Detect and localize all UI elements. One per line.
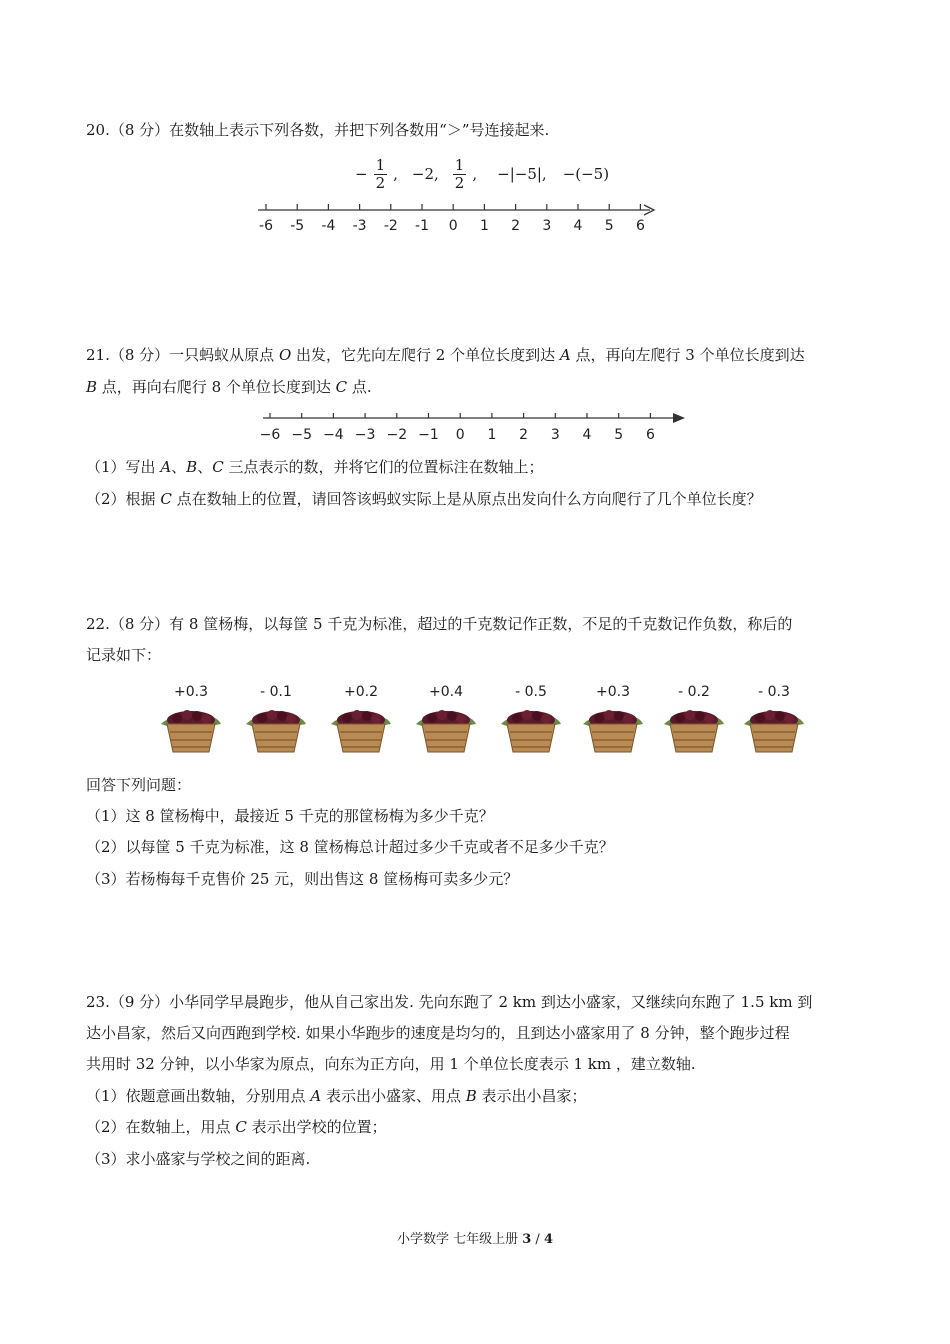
axis-tick-label: 1	[479, 218, 489, 234]
axis-tick-label: −3	[354, 427, 376, 443]
point-a: A	[160, 458, 172, 476]
point-c: C	[160, 490, 172, 508]
axis-tick-label: -3	[352, 218, 367, 234]
q20-title: 20.（8 分）在数轴上表示下列各数，并把下列各数用“＞”号连接起来.	[86, 121, 550, 139]
q21-text: 点，再向右爬行 8 个单位长度到达	[97, 378, 336, 396]
basket-item	[577, 684, 649, 756]
footer-text: 小学数学 七年级上册	[396, 1232, 523, 1247]
axis-tick-label: 1	[487, 427, 497, 443]
point-o: O	[278, 346, 292, 364]
point-b: B	[86, 378, 98, 396]
q21-line2	[86, 377, 886, 397]
axis-tick-label: 4	[573, 218, 583, 234]
q22-sub2: （2）以每筐 5 千克为标准，这 8 筐杨梅总计超过多少千克或者不足多少千克？	[86, 838, 614, 856]
q21-text: 21.（8 分）一只蚂蚁从原点	[86, 346, 279, 364]
axis-tick-label: −1	[418, 427, 439, 443]
axis-tick-label: 2	[519, 427, 529, 443]
axis-tick-label: −4	[323, 427, 344, 443]
q23-sub2	[86, 1117, 886, 1137]
fraction-half	[453, 157, 467, 192]
axis-tick-label: −6	[259, 427, 281, 443]
q21-text: 、	[197, 458, 213, 476]
basket-weight-label: +0.3	[596, 684, 630, 700]
basket-weight-label: - 0.2	[678, 684, 710, 700]
axis-tick-label: 5	[614, 427, 624, 443]
q23-line3: 共用时 32 分钟，以小华家为原点，向东为正方向，用 1 个单位长度表示 1 km ，建立数轴.	[86, 1055, 696, 1073]
sep2: ,	[472, 165, 478, 183]
point-c: C	[212, 458, 224, 476]
basket-item	[325, 684, 397, 756]
q21-text: （2）根据	[86, 490, 161, 508]
q22-sub3: （3）若杨梅每千克售价 25 元，则出售这 8 筐杨梅可卖多少元？	[86, 870, 519, 888]
axis-tick-label: −5	[291, 427, 313, 443]
basket-weight-label: - 0.1	[260, 684, 292, 700]
axis-tick-label: 5	[604, 218, 614, 234]
bayberry-basket-icon	[499, 702, 563, 754]
q21-sub2	[86, 489, 886, 509]
basket-item	[495, 684, 567, 756]
point-c: C	[335, 378, 348, 396]
q21-text: 三点表示的数，并将它们的位置标注在数轴上；	[223, 458, 544, 476]
axis-tick-label: 0	[455, 427, 465, 443]
axis-tick-label: 6	[645, 427, 655, 443]
item-neg-two: −2,	[411, 165, 439, 183]
frac2-denominator: 2	[454, 173, 465, 192]
bayberry-basket-icon	[662, 702, 726, 754]
q23-text: （1）依题意画出数轴，分别用点	[86, 1087, 311, 1105]
q22-sub1: （1）这 8 筐杨梅中，最接近 5 千克的那筐杨梅为多少千克？	[86, 807, 494, 825]
axis-tick-label: 0	[448, 218, 458, 234]
axis-tick-label: −2	[386, 427, 408, 443]
q23-sub3: （3）求小盛家与学校之间的距离.	[86, 1150, 311, 1168]
axis-tick-label: -6	[259, 218, 273, 234]
page-separator: /	[531, 1232, 544, 1247]
q22-line2: 记录如下：	[86, 646, 162, 664]
q20-formula	[355, 150, 609, 198]
basket-weight-label: - 0.5	[515, 684, 547, 700]
q21-text: 、	[171, 458, 187, 476]
bayberry-basket-icon	[742, 702, 806, 754]
basket-weight-label: +0.3	[174, 684, 208, 700]
bayberry-basket-icon	[414, 702, 478, 754]
basket-item	[410, 684, 482, 756]
sep1: ,	[393, 165, 398, 183]
basket-weight-label: +0.2	[344, 684, 378, 700]
fraction-half-neg	[374, 157, 388, 192]
item-neg-abs: −|−5|,	[497, 165, 547, 183]
basket-item	[240, 684, 312, 756]
q22-line1: 22.（8 分）有 8 筐杨梅，以每筐 5 千克为标准，超过的千克数记作正数，不足的千克数记作负数，称后的	[86, 615, 793, 633]
basket-weight-label: +0.4	[429, 684, 463, 700]
q21-text: 点在数轴上的位置，请回答该蚂蚁实际上是从原点出发向什么方向爬行了几个单位长度？	[171, 490, 762, 508]
q23-line2: 达小昌家，然后又向西跑到学校. 如果小华跑步的速度是均匀的，且到达小盛家用了 8 分钟，整个跑步过程	[86, 1024, 790, 1042]
point-a: A	[559, 346, 571, 364]
q20-number-axis	[250, 198, 670, 238]
q23-text: 表示出小昌家；	[476, 1087, 587, 1105]
frac1-numerator: 1	[375, 155, 386, 174]
q21-line1	[86, 345, 886, 365]
point-b: B	[465, 1087, 477, 1105]
point-a: A	[310, 1087, 322, 1105]
q21-text: （1）写出	[86, 458, 161, 476]
q23-text: （2）在数轴上，用点	[86, 1118, 236, 1136]
page-footer	[0, 1228, 950, 1247]
q23-line1: 23.（9 分）小华同学早晨跑步，他从自己家出发. 先向东跑了 2 km 到达小盛家，又继续向东跑了 1.5 km 到	[86, 993, 813, 1011]
basket-item	[155, 684, 227, 756]
basket-weight-label: - 0.3	[758, 684, 790, 700]
page-number: 3	[522, 1232, 532, 1247]
bayberry-basket-icon	[581, 702, 645, 754]
axis-tick-label: 4	[582, 427, 592, 443]
q21-sub1	[86, 457, 886, 477]
frac1-sign: −	[355, 165, 368, 183]
axis-tick-label: -1	[415, 218, 429, 234]
page-total: 4	[543, 1232, 553, 1247]
bayberry-basket-icon	[329, 702, 393, 754]
axis-tick-label: 3	[550, 427, 560, 443]
q23-text: 表示出小盛家、用点	[321, 1087, 466, 1105]
bayberry-basket-icon	[159, 702, 223, 754]
axis-tick-label: -2	[383, 218, 398, 234]
q21-number-axis	[255, 407, 695, 447]
axis-tick-label: 3	[542, 218, 552, 234]
axis-tick-label: -4	[321, 218, 336, 234]
point-b: B	[186, 458, 198, 476]
frac2-numerator: 1	[454, 155, 465, 174]
frac1-denominator: 2	[375, 173, 386, 192]
q22-prompt: 回答下列问题：	[86, 776, 192, 794]
basket-item	[658, 684, 730, 756]
bayberry-basket-icon	[244, 702, 308, 754]
axis-arrow	[673, 413, 685, 423]
basket-item	[738, 684, 810, 756]
q21-text: 点，再向左爬行 3 个单位长度到达	[570, 346, 805, 364]
q23-text: 表示出学校的位置；	[246, 1118, 387, 1136]
axis-tick-label: -5	[290, 218, 305, 234]
q21-text: 点.	[347, 378, 372, 396]
point-c: C	[235, 1118, 247, 1136]
q23-sub1	[86, 1086, 886, 1106]
q21-text: 出发，它先向左爬行 2 个单位长度到达	[291, 346, 560, 364]
axis-tick-label: 2	[511, 218, 521, 234]
item-neg-neg-five: −(−5)	[562, 165, 610, 183]
axis-tick-label: 6	[635, 218, 645, 234]
